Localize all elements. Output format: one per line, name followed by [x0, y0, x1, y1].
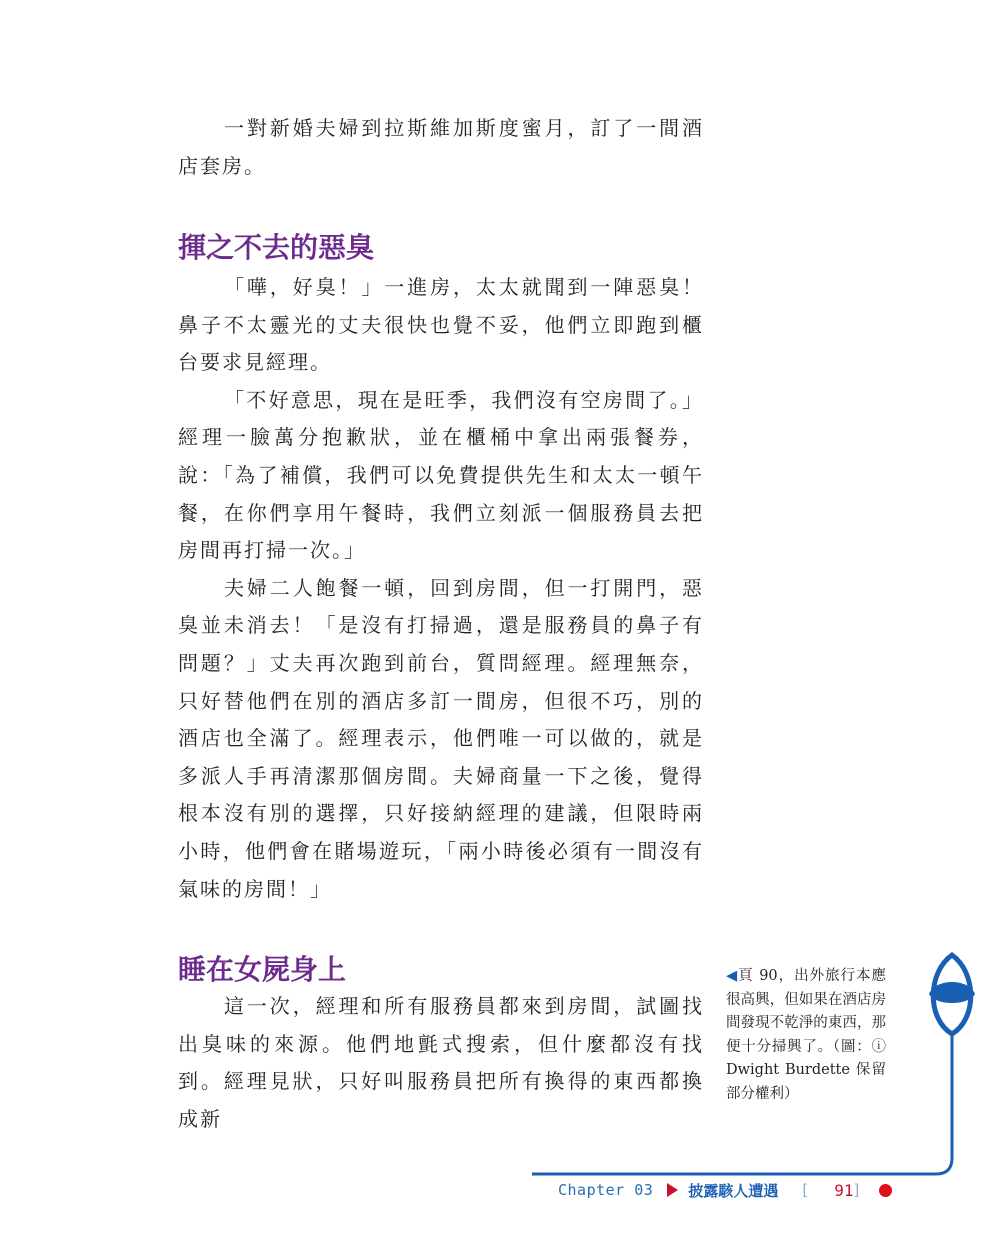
page-number: 91: [834, 1180, 854, 1200]
paragraph: 一對新婚夫婦到拉斯維加斯度蜜月，訂了一間酒店套房。: [178, 116, 704, 178]
red-dot-icon: [879, 1184, 892, 1197]
paragraph: 這一次，經理和所有服務員都來到房間，試圖找出臭味的來源。他們地氈式搜索，但什麼都沒有找到。經理見狀，只好叫服務員把所有換得的東西都換成新: [178, 994, 704, 1131]
bracket-left: [: [802, 1181, 809, 1199]
chapter-label: Chapter 03: [558, 1181, 654, 1199]
triangle-right-icon: [667, 1183, 678, 1197]
section-heading: 揮之不去的惡臭: [178, 231, 375, 264]
bracket-right: ]: [853, 1181, 860, 1199]
paragraph: 「嘩，好臭！」一進房，太太就聞到一陣惡臭！鼻子不太靈光的丈夫很快也覺不妥，他們立即跑到櫃台要求見經理。: [178, 275, 704, 375]
caption-arrow-icon: ◀: [726, 968, 739, 984]
image-caption: [726, 965, 886, 1106]
eye-icon: [929, 955, 975, 1034]
intro-text: [178, 110, 704, 185]
paragraph: 夫婦二人飽餐一頓，回到房間，但一打開門，惡臭並未消去！「是沒有打掃過，還是服務員的鼻子有問題？」丈夫再次跑到前台，質問經理。經理無奈，只好替他們在別的酒店多訂一間房，但很不巧，別的酒店也全滿了。經理表示，他們唯一可以做的，就是多派人手再清潔那個房間。夫婦商量一下之後，覺得根本沒有別的選擇，只好接納經理的建議，但限時兩小時，他們會在賭場遊玩，「兩小時後必須有一間沒有氣味的房間！」: [178, 575, 704, 901]
section2-body: [178, 988, 704, 1138]
book-title: 披露駭人遭遇: [688, 1181, 779, 1200]
paragraph: 「不好意思，現在是旺季，我們沒有空房間了。」經理一臉萬分抱歉狀，並在櫃桶中拿出兩張餐券，說：「為了補償，我們可以免費提供先生和太太一頓午餐，在你們享用午餐時，我們立刻派一個服務員去把房間再打掃一次。」: [178, 387, 704, 563]
caption-text: 頁 90，出外旅行本應很高興，但如果在酒店房間發現不乾淨的東西，那便十分掃興了。（圖：ⓘ Dwight Burdette 保留部分權利）: [726, 968, 887, 1102]
section-heading: 睡在女屍身上: [178, 953, 347, 986]
page-footer: [558, 1178, 892, 1202]
section1-body: [178, 269, 704, 908]
